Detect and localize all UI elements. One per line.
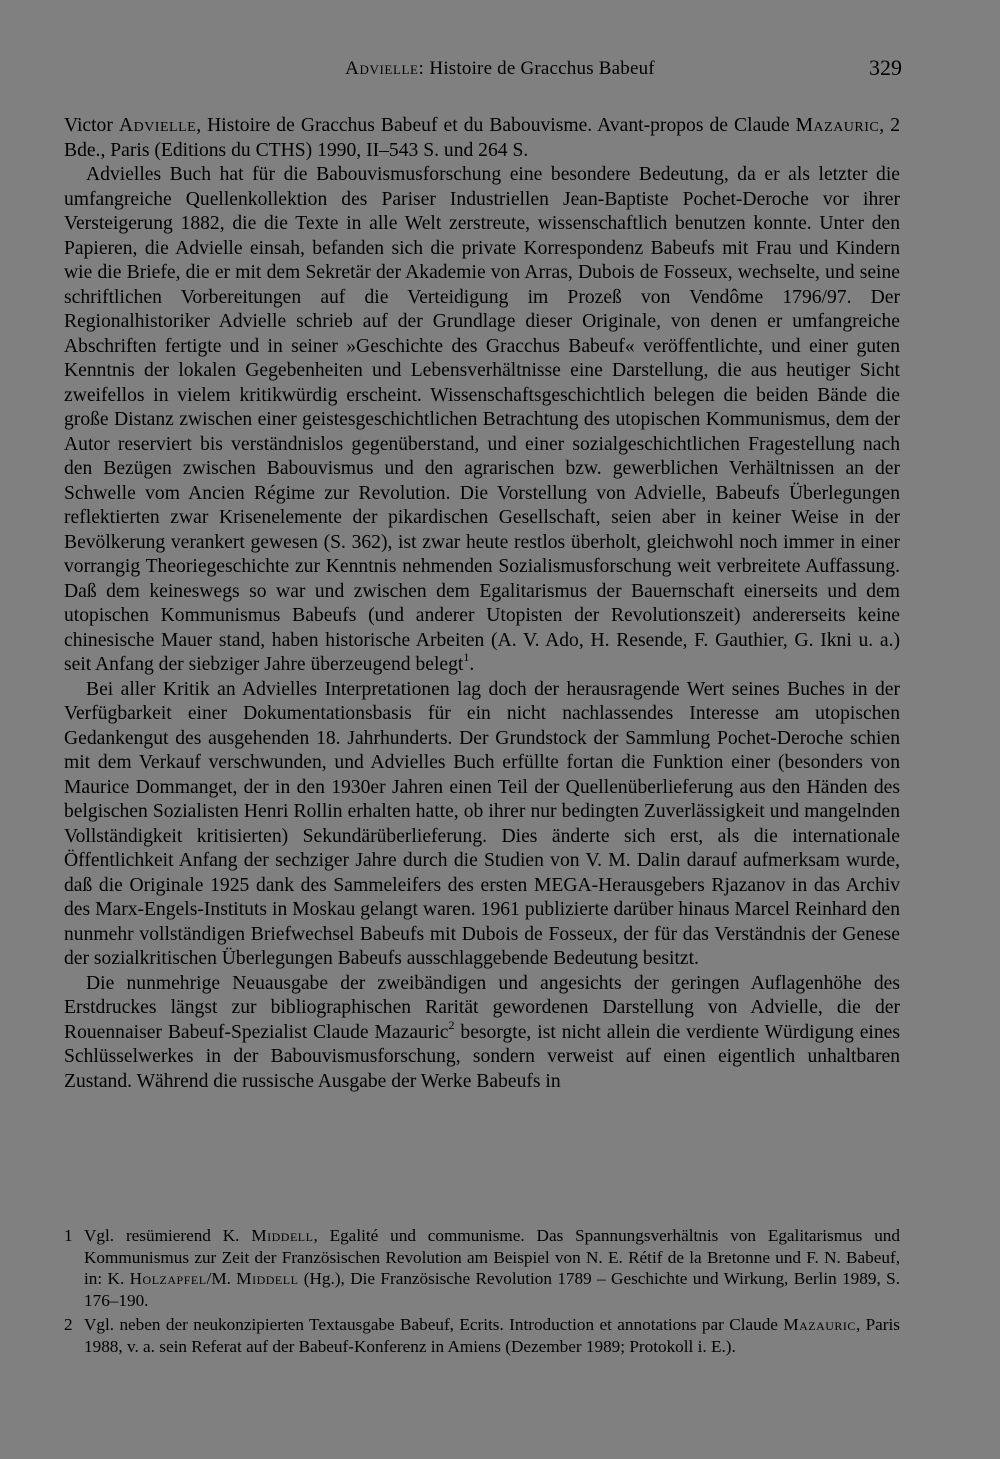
citation-text-2: , 2 Bde., Paris (Editions du CTHS) 1990, II–543 S. und 264 S.: [64, 115, 901, 161]
footnote-text: , Egalité und communisme. Das Spannungsverhältnis von Egalitarismus und Kommunismus zur Zeit der Französischen Revolution am Beispiel von N. E. Rétif de la Bretonne und F. N. Babeuf, in: K.: [84, 1226, 900, 1288]
footnote-text: (Hg.), Die Französische Revolution 1789 – Geschichte und Wirkung, Berlin 1989, S. 176–190.: [84, 1269, 900, 1310]
footnote-author: Mazauric: [783, 1315, 856, 1334]
paragraph-2: Bei aller Kritik an Advielles Interpretationen lag doch der herausragende Wert seines Buches in der Verfügbarkeit einer Dokumentationsbasis für ein nicht nachlassendes Interesse am utopischen Gedankengut des ausgehenden 18. Jahrhunderts. Der Grundstock der Sammlung Pochet-Deroche schien mit dem Verkauf verschwunden, und Advielles Buch erfüllte fortan die Funktion einer (besonders von Maurice Dommanget, der in den 1930er Jahren einen Teil der Quellenüberlieferung aus den Händen des belgischen Sozialisten Henri Rollin erhalten hatte, ob ihrer nur bedingten Zuverlässigkeit und mangelnden Vollständigkeit kritisierten) Sekundärüberlieferung. Dies änderte sich erst, als die internationale Öffentlichkeit Anfang der sechziger Jahre durch die Studien von V. M. Dalin darauf aufmerksam wurde, daß die Originale 1925 dank des Sammeleifers des ersten MEGA-Herausgebers Rjazanov in das Archiv des Marx-Engels-Instituts in Moskau gelangt waren. 1961 publizierte darüber hinaus Marcel Reinhard den nunmehr vollständigen Briefwechsel Babeufs mit Dubois de Fosseux, der für das Verständnis der Genese der sozialkritischen Überlegungen Babeufs ausschlaggebende Bedeutung besitzt.: [64, 678, 900, 969]
main-text: [64, 114, 900, 1094]
footnote-2: [64, 1314, 900, 1357]
running-head-title: [0, 58, 1000, 80]
paragraph-3: [64, 972, 900, 1095]
citation-author: Advielle: [118, 115, 197, 136]
footnote-number: 2: [64, 1315, 73, 1334]
footnote-author: Middell: [236, 1269, 299, 1288]
footnote-ref-2: 2: [448, 1017, 455, 1032]
citation-text-1: , Histoire de Gracchus Babeuf et du Babouvisme. Avant-propos de Claude: [196, 115, 796, 136]
footnote-1: [64, 1225, 900, 1311]
book-citation: Victor Advielle, Histoire de Gracchus Babeuf et du Babouvisme. Avant-propos de Claude Mazauric, 2 Bde., Paris (Editions du CTHS) 1990, II–543 S. und 264 S.: [64, 115, 901, 161]
footnote-number: 1: [64, 1226, 73, 1245]
paragraph-3-text-a: Die nunmehrige Neuausgabe der zweibändigen und angesichts der geringen Auflagenhöhe des Erstdruckes längst zur bibliographischen Rarität gewordenen Darstellung von Advielle, die der Rouennaiser Babeuf-Spezialist Claude Mazauric: [64, 972, 900, 1043]
footnote-author: Middell: [251, 1226, 314, 1245]
running-head: [0, 55, 1000, 88]
paragraph-3-text-b: besorgte, ist nicht allein die verdiente Würdigung eines Schlüsselwerkes in der Babouvismusforschung, sondern verweist auf einen eigentlich unhaltbaren Zustand. Während die russische Ausgabe der Werke Babeufs in: [64, 1021, 900, 1092]
footnote-author: Holzapfel: [129, 1269, 207, 1288]
citation-editor: Mazauric: [795, 115, 880, 136]
page-number: 329: [869, 55, 902, 80]
paragraph-1: [64, 163, 900, 678]
running-head-work-title: Histoire de Gracchus Babeuf: [429, 58, 655, 79]
footnote-ref-1: 1: [463, 650, 470, 665]
footnote-text: Vgl. resümierend K.: [84, 1226, 252, 1245]
running-head-author: Advielle:: [345, 58, 425, 79]
footnotes: [64, 1225, 900, 1360]
paragraph-1-text: Advielles Buch hat für die Babouvismusforschung eine besondere Bedeutung, da er als letzter die umfangreiche Quellenkollektion des Pariser Industriellen Jean-Baptiste Pochet-Deroche vor ihrer Versteigerung 1882, die die Texte in alle Welt zerstreute, wissenschaftlich benutzen konnte. Unter den Papieren, die Advielle einsah, befanden sich die private Korrespondenz Babeufs mit Frau und Kindern wie die Briefe, die er mit dem Sekretär der Akademie von Arras, Dubois de Fosseux, wechselte, und seine schriftlichen Vorbereitungen auf die Verteidigung im Prozeß von Vendôme 1796/97. Der Regionalhistoriker Advielle schrieb auf der Grundlage dieser Originale, von denen er umfangreiche Abschriften fertigte und in seiner »Geschichte des Gracchus Babeuf« veröffentlichte, und einer guten Kenntnis der lokalen Gegebenheiten und Lebensverhältnisse eine Darstellung, die aus heutiger Sicht zweifellos in vielem kritikwürdig erscheint. Wissenschaftsgeschichtlich belegen die beiden Bände die große Distanz zwischen einer geistesgeschichtlichen Betrachtung des utopischen Kommunismus, dem der Autor reserviert bis verständnislos gegenüberstand, und einer sozialgeschichtlichen Fragestellung nach den Bezügen zwischen Babouvismus und den agrarischen bzw. gewerblichen Verhältnissen an der Schwelle vom Ancien Régime zur Revolution. Die Vorstellung von Advielle, Babeufs Überlegungen reflektierten zwar Krisenelemente der pikardischen Gesellschaft, seien aber in keiner Weise in der Bevölkerung verankert gewesen (S. 362), ist zwar heute restlos überholt, gleichwohl noch immer in einer vorrangig Theoriegeschichte zur Kenntnis nehmenden Sozialismusforschung weit verbreitete Auffassung. Daß dem keineswegs so war und zwischen dem Egalitarismus der Bauernschaft einerseits und dem utopischen Kommunismus Babeufs (und anderer Utopisten der Revolutionszeit) andererseits keine chinesische Mauer stand, haben historische Arbeiten (A. V. Ado, H. Resende, F. Gauthier, G. Ikni u. a.) seit Anfang der siebziger Jahre überzeugend belegt: [64, 164, 900, 675]
footnote-text: /M.: [206, 1269, 237, 1288]
paragraph-1-end: .: [469, 654, 475, 675]
footnote-text: Vgl. neben der neukonzipierten Textausgabe Babeuf, Ecrits. Introduction et annotations par Claude: [84, 1315, 784, 1334]
footnote-text: , Paris 1988, v. a. sein Referat auf der Babeuf-Konferenz in Amiens (Dezember 1989; Protokoll i. E.).: [84, 1315, 900, 1356]
